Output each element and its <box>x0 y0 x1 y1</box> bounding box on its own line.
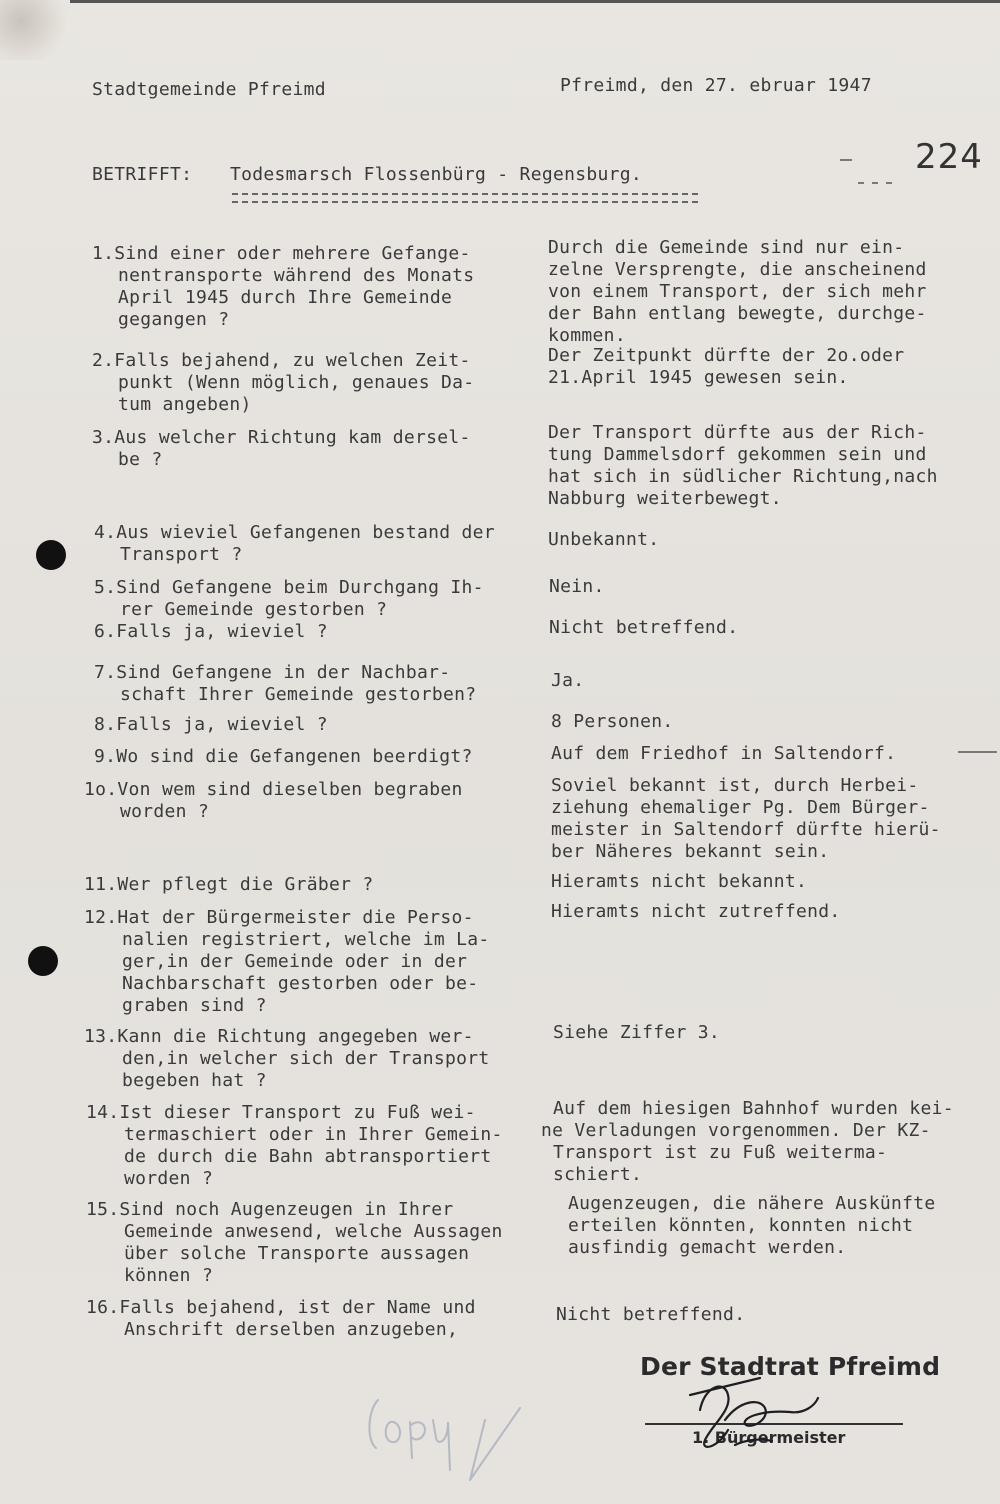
question-6: 6.Falls ja, wieviel ? <box>94 621 328 642</box>
answer-11: Hieramts nicht bekannt. <box>551 871 808 892</box>
question-12: 12.Hat der Bürgermeister die Perso- nalien registriert, welche im La- ger,in der Gemeinde oder in der Nachbarschaft gestorben oder be- graben sind ? <box>84 907 490 1016</box>
mayor-title-stamp: 1. Bürgermeister <box>692 1428 846 1447</box>
question-8: 8.Falls ja, wieviel ? <box>94 714 328 735</box>
question-11: 11.Wer pflegt die Gräber ? <box>84 874 374 895</box>
scan-marks <box>840 160 997 752</box>
signature-scribble <box>690 1378 818 1447</box>
question-15: 15.Sind noch Augenzeugen in Ihrer Gemeinde anwesend, welche Aussagen über solche Transporte aussagen können ? <box>86 1199 503 1286</box>
question-3: 3.Aus welcher Richtung kam dersel- be ? <box>92 427 471 470</box>
subject-label: BETRIFFT: <box>92 164 193 185</box>
question-2: 2.Falls bejahend, zu welchen Zeit- punkt (Wenn möglich, genaues Da- tum angeben) <box>92 350 475 415</box>
question-4: 4.Aus wieviel Gefangenen bestand der Transport ? <box>94 522 495 565</box>
archive-number: 224 <box>915 137 983 177</box>
answer-5: Nein. <box>549 576 605 597</box>
subject-text: Todesmarsch Flossenbürg - Regensburg. <box>230 164 643 185</box>
answer-14: Auf dem hiesigen Bahnhof wurden kei- ne Verladungen vorgenommen. Der KZ- Transport ist zu Fuß weiterma- schiert. <box>541 1098 954 1185</box>
answer-16: Nicht betreffend. <box>556 1304 746 1325</box>
answer-1: Durch die Gemeinde sind nur ein- zelne Versprengte, die anscheinend von einem Transport, der sich mehr der Bahn entlang bewegte, durchge- kommen. <box>548 237 927 346</box>
answer-10: Soviel bekannt ist, durch Herbei- ziehung ehemaliger Pg. Dem Bürger- meister in Saltendorf dürfte hierü- ber Näheres bekannt sein. <box>551 775 941 862</box>
answer-6: Nicht betreffend. <box>549 617 739 638</box>
question-7: 7.Sind Gefangene in der Nachbar- schaft Ihrer Gemeinde gestorben? <box>94 662 477 705</box>
copy-pencil-note <box>369 1400 520 1480</box>
answer-3: Der Transport dürfte aus der Rich- tung Dammelsdorf gekommen sein und hat sich in südlicher Richtung,nach Nabburg weiterbewegt. <box>548 422 938 509</box>
question-9: 9.Wo sind die Gefangenen beerdigt? <box>94 746 473 767</box>
answer-13: Siehe Ziffer 3. <box>553 1022 721 1043</box>
answer-7: Ja. <box>551 670 585 691</box>
answer-4: Unbekannt. <box>548 529 660 550</box>
question-10: 1o.Von wem sind dieselben begraben worden ? <box>84 779 463 822</box>
answer-9: Auf dem Friedhof in Saltendorf. <box>551 743 897 764</box>
office-name: Stadtgemeinde Pfreimd <box>92 79 326 100</box>
question-14: 14.Ist dieser Transport zu Fuß wei- termaschiert oder in Ihrer Gemein- de durch die Bahn abtransportiert worden ? <box>86 1102 503 1189</box>
place-date: Pfreimd, den 27. ebruar 1947 <box>560 75 872 96</box>
answer-12: Hieramts nicht zutreffend. <box>551 901 841 922</box>
answer-2: Der Zeitpunkt dürfte der 2o.oder 21.April 1945 gewesen sein. <box>548 345 905 388</box>
question-1: 1.Sind einer oder mehrere Gefange- nentransporte während des Monats April 1945 durch Ihre Gemeinde gegangen ? <box>92 243 475 330</box>
answer-8: 8 Personen. <box>551 711 674 732</box>
answer-15: Augenzeugen, die nähere Auskünfte erteilen könnten, konnten nicht ausfindig gemacht werden. <box>568 1193 936 1258</box>
question-16: 16.Falls bejahend, ist der Name und Anschrift derselben anzugeben, <box>86 1297 476 1340</box>
question-5: 5.Sind Gefangene beim Durchgang Ih- rer Gemeinde gestorben ? <box>94 577 484 620</box>
question-13: 13.Kann die Richtung angegeben wer- den,in welcher sich der Transport begeben hat ? <box>84 1026 490 1091</box>
office-stamp: Der Stadtrat Pfreimd <box>640 1352 941 1381</box>
